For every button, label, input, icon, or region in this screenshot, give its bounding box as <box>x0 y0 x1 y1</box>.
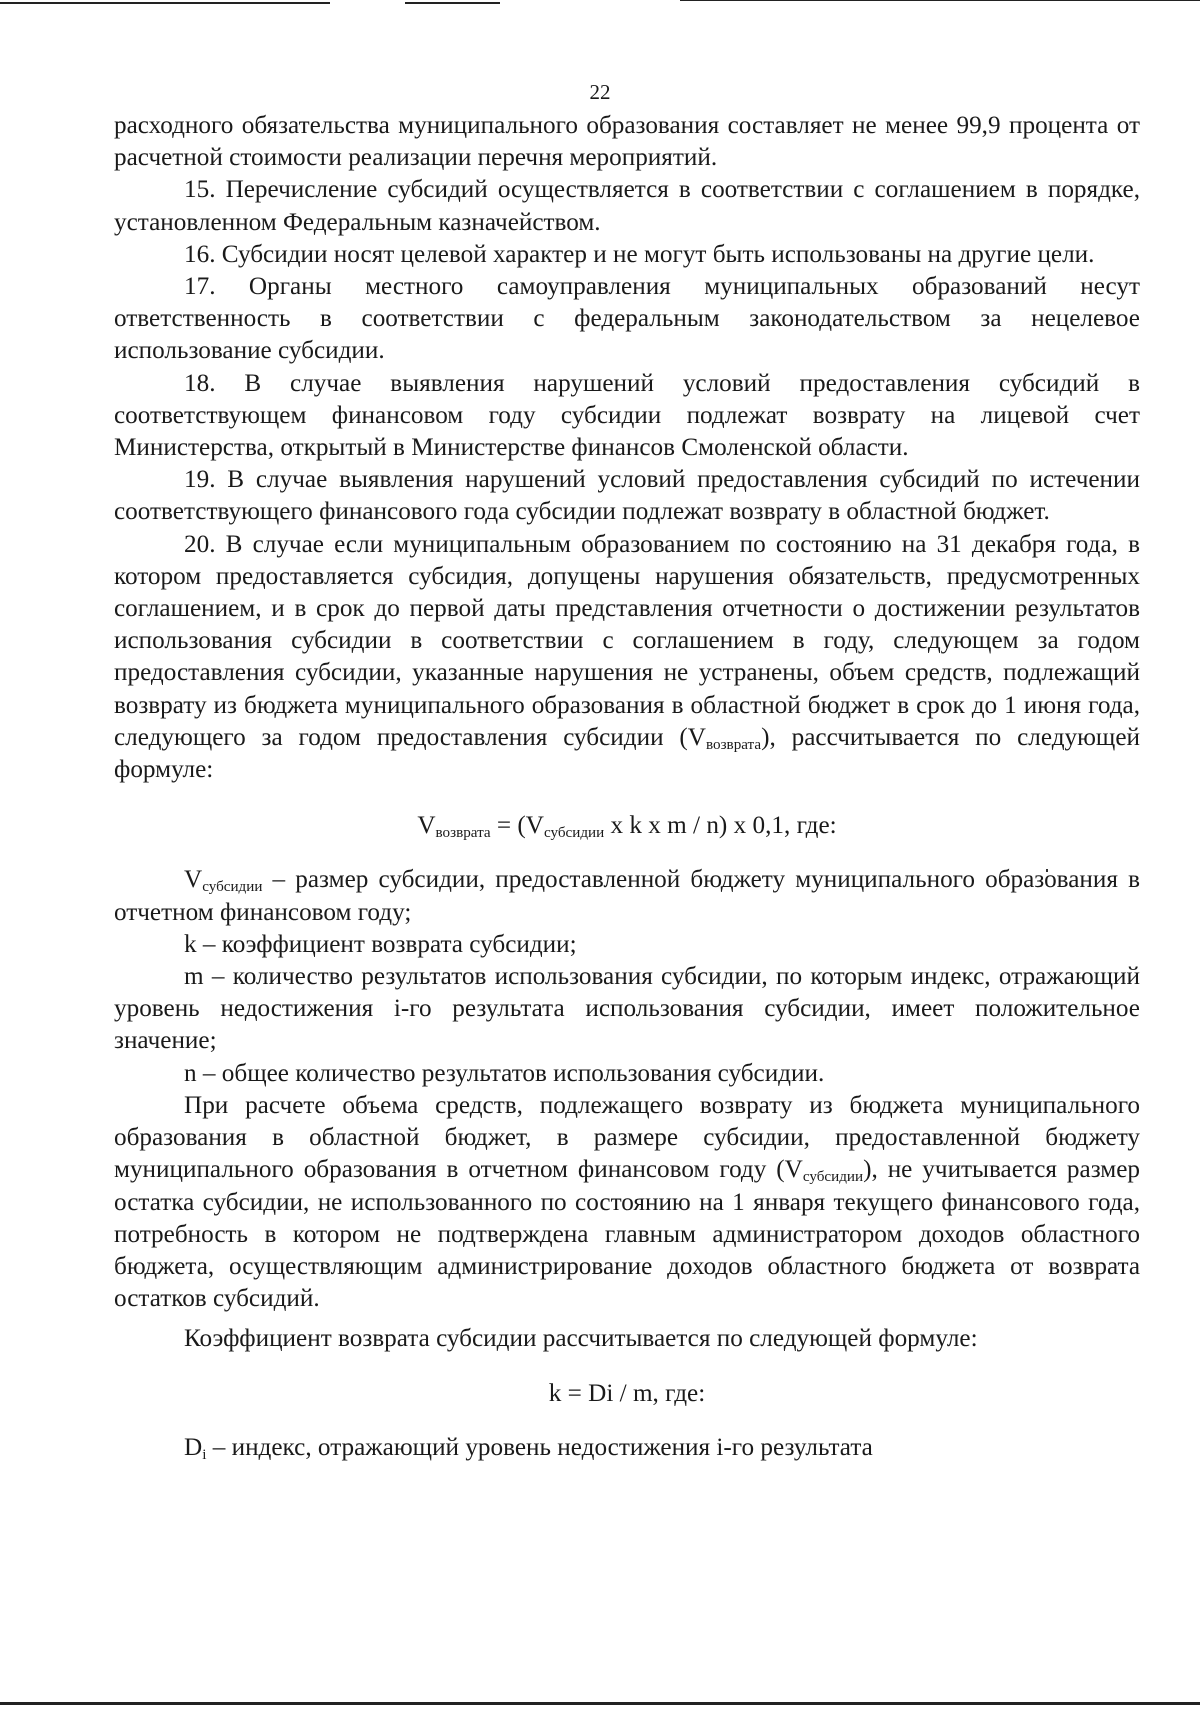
return-volume-formula <box>114 810 1140 842</box>
definition-n: n – общее количество результатов использования субсидии. <box>184 1059 825 1087</box>
calculation-subscript: субсидии <box>802 1169 864 1186</box>
formula-inner-subscript: субсидии <box>543 825 605 842</box>
paragraph-16: 16. Субсидии носят целевой характер и не могут быть использованы на другие цели. <box>184 240 1095 268</box>
paragraph-20-subscript: возврата <box>706 736 762 753</box>
paragraph-15: 15. Перечисление субсидий осуществляется в соответствии с соглашением в порядке, установленном Федеральным казначейством. <box>114 176 1140 236</box>
definition-m: m – количество результатов использования субсидии, по которым индекс, отражающий уровень недостижения i-го результата использования субсидии, имеет положительное значение; <box>114 963 1140 1055</box>
scan-edge-top-2 <box>405 2 500 4</box>
paragraph-18: 18. В случае выявления нарушений условий предоставления субсидий в соответствующем финансовом году субсидии подлежат возврату на лицевой счет Министерства, открытый в Министерстве финансов Смоленской области. <box>114 369 1140 462</box>
definition-d-subscript: i <box>202 1446 207 1463</box>
paragraph-calculation <box>114 1090 1140 1315</box>
coefficient-intro: Коэффициент возврата субсидии рассчитывается по следующей формуле: <box>184 1325 978 1353</box>
definition-di <box>114 1432 1140 1464</box>
scan-edge-top-1 <box>0 2 330 4</box>
paragraph-20 <box>114 529 1140 787</box>
paragraph-17: 17. Органы местного самоуправления муниципальных образований несут ответственность в соответствии с федеральным законодательством за нецелевое использование субсидии. <box>114 273 1140 365</box>
definition-v-symbol: V <box>184 866 203 894</box>
scan-edge-top-3 <box>680 0 1200 1</box>
definition-v-subsidy <box>114 864 1140 928</box>
definition-v-subscript: субсидии <box>202 879 263 896</box>
paragraph-continuation: расходного обязательства муниципального образования составляет не менее 99,9 процента от расчетной стоимости реализации перечня мероприятий. <box>114 112 1140 172</box>
paragraph-20-tail: ), рассчитывается по следующей формуле: <box>114 723 1140 784</box>
calculation-tail: ), не учитывается размер остатка субсидии, не использованного по состоянию на 1 января текущего финансового года, потребность в котором не подтверждена главным администратором доходов областного бюджета, осуществляющим администрирование доходов областного бюджета от возврата остатков субсидий. <box>114 1156 1140 1313</box>
definition-k: k – коэффициент возврата субсидии; <box>184 930 577 958</box>
definition-d-text: – индекс, отражающий уровень недостижения i-го результата <box>206 1433 873 1461</box>
scan-edge-bottom <box>0 1702 1200 1705</box>
paragraph-19: 19. В случае выявления нарушений условий предоставления субсидий по истечении соответствующего финансового года субсидии подлежат возврату в областной бюджет. <box>114 466 1140 526</box>
formula-equals: = (V <box>490 812 544 840</box>
paragraph-20-text: 20. В случае если муниципальным образованием по состоянию на 31 декабря года, в котором предоставляется субсидия, допущены нарушения обязательств, предусмотренных соглашением, и в срок до первой даты представления отчетности о достижении результатов использования субсидии в соответствии с соглашением в году, следующем за годом предоставления субсидии, указанные нарушения не устранены, объем средств, подлежащий возврату из бюджета муниципального образования в областной бюджет в срок до 1 июня года, следующего за годом предоставления субсидии (V <box>114 530 1140 751</box>
definition-d-symbol: D <box>184 1433 203 1461</box>
definition-v-text: – размер субсидии, предоставленной бюджету муниципального образования в отчетном финансовом году; <box>114 866 1140 926</box>
calculation-text: При расчете объема средств, подлежащего возврату из бюджета муниципального образования в областной бюджет, в размере субсидии, предоставленной бюджету муниципального образования в отчетном финансовом году (V <box>114 1091 1140 1184</box>
formula-v-subscript: возврата <box>435 825 491 842</box>
page-number: 22 <box>589 80 611 104</box>
coefficient-formula: k = Di / m, где: <box>548 1379 706 1407</box>
formula-v: V <box>417 812 436 840</box>
formula-rest: x k x m / n) x 0,1, где: <box>604 812 837 840</box>
document-body <box>114 110 1140 1464</box>
